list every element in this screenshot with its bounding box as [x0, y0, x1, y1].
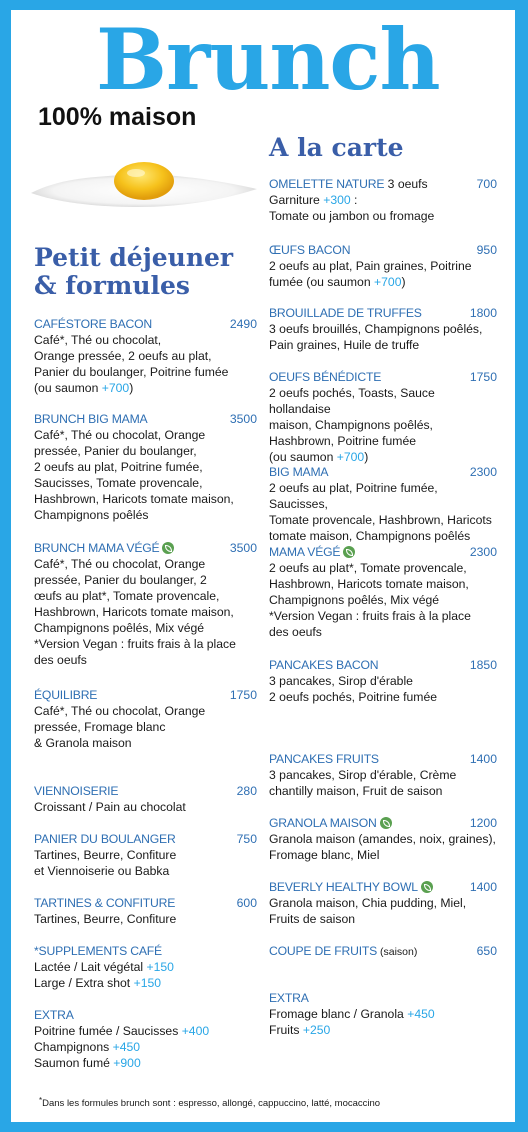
extra-title: EXTRA [34, 1008, 74, 1022]
item-price: 1200 [469, 816, 497, 830]
supplement-line: Lactée / Lait végétal [34, 960, 147, 974]
item-name: MAMA VÉGÉ [269, 545, 341, 559]
menu-item [34, 540, 257, 668]
item-description: Granola maison (amandes, noix, graines), Fromage blanc, Miel [269, 832, 496, 862]
supplement-price: +150 [146, 960, 174, 974]
menu-item [269, 879, 497, 927]
item-description: Tartines, Beurre, Confiture et Viennoiserie ou Babka [34, 848, 177, 878]
item-supplement-price: +700 [336, 450, 365, 464]
item-description: 3 pancakes, Sirop d'érable, Crème chantilly maison, Fruit de saison [269, 768, 457, 798]
item-description: 2 oeufs au plat, Poitrine fumée, Saucisses, Tomate provencale, Hashbrown, Haricots tomate maison, Champignons poêlés [269, 481, 492, 543]
item-description: 2 oeufs au plat*, Tomate provencale, Hashbrown, Haricots tomate maison, Champignons poêlés, Mix végé *Version Vegan : fruits frais à la place des oeufs [269, 561, 471, 639]
menu-item [269, 544, 497, 640]
menu-item [269, 464, 497, 544]
item-price: 700 [476, 177, 497, 191]
extra-price: +400 [181, 1024, 210, 1038]
item-name: BEVERLY HEALTHY BOWL [269, 880, 418, 894]
menu-item [34, 316, 257, 396]
menu-item [269, 815, 497, 863]
item-description: 2 oeufs au plat, Pain graines, Poitrine fumée (ou saumon [269, 259, 472, 289]
item-description: Café*, Thé ou chocolat, Orange pressée, Fromage blanc & Granola maison [34, 704, 206, 750]
page-subtitle: 100% maison [38, 103, 197, 131]
supplement-line: Large / Extra shot [34, 976, 134, 990]
item-price: 3500 [229, 541, 257, 555]
item-price: 280 [236, 784, 257, 798]
item-description: Café*, Thé ou chocolat, Orange pressée, Panier du boulanger, 2 œufs au plat*, Tomate provencale, Hashbrown, Haricots tomate maison, Champignons poêlés, Mix végé *Version Vegan : fruits frais à la place des oeufs [34, 557, 236, 667]
extra-price: +450 [407, 1007, 435, 1021]
item-description: 3 oeufs brouillés, Champignons poêlés, Pain graines, Huile de truffe [269, 322, 483, 352]
item-supplement-price: +700 [374, 275, 402, 289]
item-name: PANCAKES BACON [269, 658, 379, 672]
extra-line: Saumon fumé [34, 1056, 114, 1070]
menu-item [269, 943, 497, 960]
vegetarian-leaf-icon [162, 542, 174, 554]
menu-item [269, 751, 497, 799]
menu-item [269, 369, 497, 465]
menu-item [34, 687, 257, 751]
item-supplement-price: +700 [101, 381, 130, 395]
menu-item [269, 305, 497, 353]
item-price: 1750 [469, 370, 497, 384]
item-name: VIENNOISERIE [34, 784, 119, 798]
extra-title: EXTRA [269, 991, 309, 1005]
menu-item [269, 242, 497, 290]
item-price: 650 [476, 944, 497, 958]
item-name: BRUNCH MAMA VÉGÉ [34, 541, 160, 555]
item-price: 1800 [469, 306, 497, 320]
menu-page [11, 10, 515, 1122]
item-description-end: ) [401, 275, 406, 289]
extra-line: Champignons [34, 1040, 113, 1054]
extra-price: +250 [302, 1023, 331, 1037]
item-description: Granola maison, Chia pudding, Miel, Fruits de saison [269, 896, 467, 926]
item-note: (saison) [377, 946, 418, 958]
item-name: COUPE DE FRUITS [269, 944, 378, 958]
section-title-a-la-carte: A la carte [269, 133, 404, 162]
item-price: 2490 [229, 317, 257, 331]
footnote-text: Dans les formules brunch sont : espresso, allongé, cappuccino, latté, mocaccino [42, 1098, 381, 1109]
vegetarian-leaf-icon [421, 881, 433, 893]
extra-price: +450 [112, 1040, 141, 1054]
menu-item [269, 657, 497, 705]
menu-item [34, 783, 257, 815]
extra-block-left [34, 1007, 257, 1071]
item-price: 600 [236, 896, 257, 910]
item-note: 3 oeufs [384, 177, 428, 191]
item-name: ÉQUILIBRE [34, 688, 98, 702]
item-name: ŒUFS BACON [269, 243, 351, 257]
item-description-end: ) [364, 450, 369, 464]
extra-line: Fruits [269, 1023, 303, 1037]
item-name: OMELETTE NATURE [269, 177, 385, 191]
supplements-title: *SUPPLEMENTS CAFÉ [34, 944, 162, 958]
vegetarian-leaf-icon [343, 546, 355, 558]
item-price: 1400 [469, 752, 497, 766]
item-description: 3 pancakes, Sirop d'érable 2 oeufs pochés, Poitrine fumée [269, 674, 438, 704]
item-name: OEUFS BÉNÉDICTE [269, 370, 382, 384]
item-price: 3500 [229, 412, 257, 426]
item-price: 2300 [469, 545, 497, 559]
item-price: 950 [476, 243, 497, 257]
item-price: 1400 [469, 880, 497, 894]
item-description: Café*, Thé ou chocolat, Orange pressée, Panier du boulanger, 2 oeufs au plat, Poitrine fumée, Saucisses, Tomate provencale, Hashbrown, Haricots tomate maison, Champignons poêlés [34, 428, 234, 522]
item-name: GRANOLA MAISON [269, 816, 377, 830]
extra-line: Poitrine fumée / Saucisses [34, 1024, 182, 1038]
fried-egg-image [29, 155, 259, 215]
item-description: Café*, Thé ou chocolat, Orange pressée, 2 oeufs au plat, Panier du boulanger, Poitrine fumée (ou saumon [34, 333, 229, 395]
item-name: BRUNCH BIG MAMA [34, 412, 148, 426]
item-description-end: ) [129, 381, 134, 395]
item-price: 750 [236, 832, 257, 846]
menu-item [34, 831, 257, 879]
item-name: BIG MAMA [269, 465, 329, 479]
menu-item [269, 176, 497, 224]
item-description: Croissant / Pain au chocolat [34, 800, 186, 814]
item-description: Garniture [269, 193, 324, 207]
item-name: TARTINES & CONFITURE [34, 896, 176, 910]
page-title: Brunch [96, 10, 440, 109]
item-name: BROUILLADE DE TRUFFES [269, 306, 422, 320]
menu-item [34, 895, 257, 927]
item-price: 1750 [229, 688, 257, 702]
item-name: PANIER DU BOULANGER [34, 832, 176, 846]
supplements-block [34, 943, 257, 991]
vegetarian-leaf-icon [380, 817, 392, 829]
supplement-price: +150 [133, 976, 162, 990]
item-name: PANCAKES FRUITS [269, 752, 379, 766]
item-description: Tartines, Beurre, Confiture [34, 912, 177, 926]
footnote-mark: * [39, 1096, 43, 1105]
menu-item [34, 411, 257, 523]
extra-price: +900 [113, 1056, 141, 1070]
extra-line: Fromage blanc / Granola [269, 1007, 408, 1021]
footnote [39, 1096, 380, 1109]
item-price: 2300 [469, 465, 497, 479]
item-description: 2 oeufs pochés, Toasts, Sauce hollandaise maison, Champignons poêlés, Hashbrown, Poitrine fumée (ou saumon [269, 386, 435, 464]
item-supplement-price: +300 [323, 193, 351, 207]
item-name: CAFÉSTORE BACON [34, 317, 152, 331]
item-description-end: : Tomate ou jambon ou fromage [269, 193, 435, 223]
section-title-petit-dejeuner: Petit déjeuner & formules [34, 243, 234, 300]
item-price: 1850 [469, 658, 497, 672]
extra-block-right [269, 990, 497, 1038]
